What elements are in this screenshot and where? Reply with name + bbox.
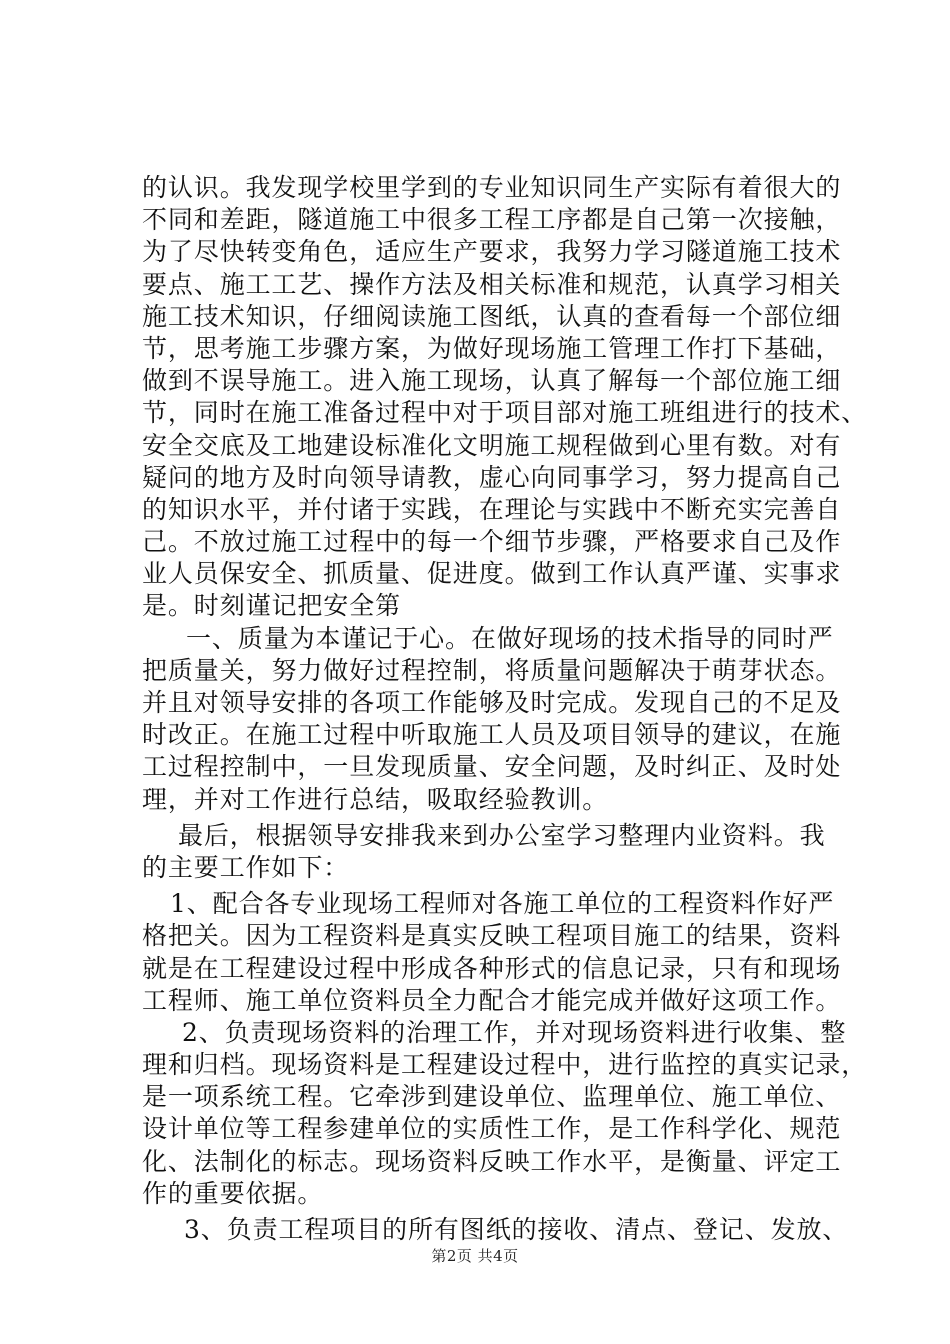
paragraph-start-line: 一、质量为本谨记于心。在做好现场的技术指导的同时严 — [186, 623, 834, 653]
text-line: 的知识水平，并付诸于实践，在理论与实践中不断充实完善自 — [142, 494, 842, 524]
text-line: 把质量关，努力做好过程控制，将质量问题解决于萌芽状态。 — [142, 655, 842, 685]
text-line: 是一项系统工程。它牵涉到建设单位、监理单位、施工单位、 — [142, 1082, 842, 1112]
text-line: 不同和差距，隧道施工中很多工程工序都是自己第一次接触， — [142, 205, 842, 235]
text-line: 的认识。我发现学校里学到的专业知识同生产实际有着很大的 — [142, 173, 842, 202]
text-line: 要点、施工工艺、操作方法及相关标准和规范，认真学习相关 — [142, 269, 842, 299]
list-item-2-line: 2、负责现场资料的治理工作，并对现场资料进行收集、整 — [182, 1017, 847, 1047]
text-line: 节，同时在施工准备过程中对于项目部对施工班组进行的技术、 — [142, 398, 868, 428]
paragraph-start-line: 最后，根据领导安排我来到办公室学习整理内业资料。我 — [178, 820, 826, 850]
text-line: 作的重要依据。 — [142, 1178, 324, 1208]
text-line: 安全交底及工地建设标准化文明施工规程做到心里有数。对有 — [142, 430, 842, 460]
document-body — [142, 172, 868, 1246]
text-line: 节，思考施工步骤方案，为做好现场施工管理工作打下基础， — [142, 333, 842, 363]
text-line: 工程师、施工单位资料员全力配合才能完成并做好这项工作。 — [142, 985, 842, 1015]
page-number-footer: 第2页 共4页 — [431, 1247, 519, 1265]
text-line: 的主要工作如下： — [142, 852, 350, 882]
list-item-3-line: 3、负责工程项目的所有图纸的接收、清点、登记、发放、 — [184, 1215, 849, 1244]
text-line: 为了尽快转变角色，适应生产要求，我努力学习隧道施工技术 — [142, 237, 842, 267]
text-line: 就是在工程建设过程中形成各种形式的信息记录，只有和现场 — [142, 953, 842, 983]
text-line: 设计单位等工程参建单位的实质性工作，是工作科学化、规范 — [142, 1114, 842, 1144]
text-line: 并且对领导安排的各项工作能够及时完成。发现自己的不足及 — [142, 688, 842, 717]
text-line: 格把关。因为工程资料是真实反映工程项目施工的结果，资料 — [142, 921, 842, 951]
text-line: 己。不放过施工过程中的每一个细节步骤，严格要求自己及作 — [142, 527, 842, 557]
text-line: 业人员保安全、抓质量、促进度。做到工作认真严谨、实事求 — [142, 559, 842, 589]
text-line: 化、法制化的标志。现场资料反映工作水平，是衡量、评定工 — [142, 1146, 842, 1176]
text-line: 理，并对工作进行总结，吸取经验教训。 — [142, 784, 609, 814]
text-line: 时改正。在施工过程中听取施工人员及项目领导的建议，在施 — [142, 720, 842, 750]
text-line: 是。时刻谨记把安全第 — [142, 591, 402, 621]
text-line: 施工技术知识，仔细阅读施工图纸，认真的查看每一个部位细 — [142, 301, 842, 331]
text-line: 工过程控制中，一旦发现质量、安全问题，及时纠正、及时处 — [142, 752, 842, 782]
text-line: 疑问的地方及时向领导请教，虚心向同事学习，努力提高自己 — [142, 462, 842, 492]
text-line: 理和归档。现场资料是工程建设过程中，进行监控的真实记录， — [142, 1050, 868, 1080]
list-item-1-line: 1、配合各专业现场工程师对各施工单位的工程资料作好严 — [170, 889, 835, 919]
text-line: 做到不误导施工。进入施工现场，认真了解每一个部位施工细 — [142, 366, 842, 396]
